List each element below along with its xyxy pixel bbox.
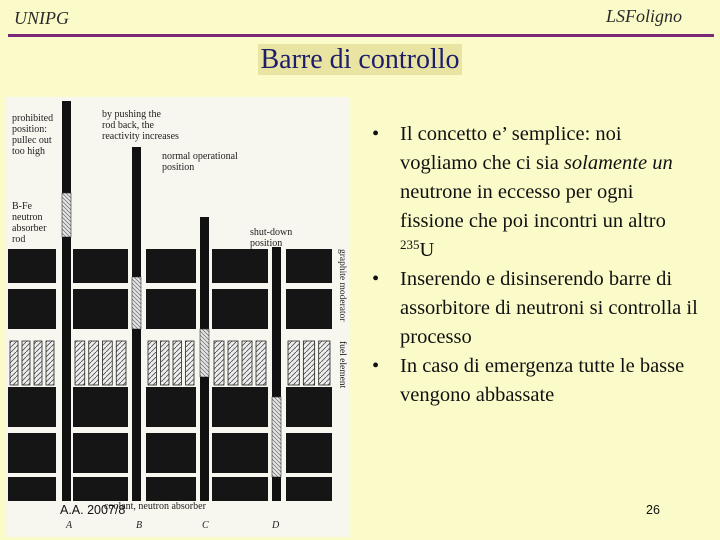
bullet-item: • Il concetto e’ semplice: noi vogliamo che ci sia solamente un neutrone in eccesso per ogni fissione che poi incontri un altro $^{235}$U [368,120,698,265]
svg-text:B-Feneutronabsorberrod: B-Fe neutron absorber rod [12,201,47,245]
svg-text:by pushing therod back, therea: by pushing the rod back, the reactivity increases [102,109,179,142]
svg-text:D: D [272,520,280,531]
footer-academic-year: A.A. 2007/8 [60,503,126,517]
svg-text:fuel element: fuel element [337,341,347,389]
svg-text:shut-downposition: shut-down position [250,227,293,249]
bullet-list [368,120,698,410]
svg-text:A: A [66,520,73,531]
svg-text:B: B [136,520,143,531]
header-divider [8,34,714,37]
svg-text:normal operationalposition: normal operational position [162,151,238,173]
control-rod-figure [6,97,350,537]
svg-text:graphite moderator: graphite moderator [337,249,347,322]
slide-title: Barre di controllo [260,44,460,75]
bullet-item: • In caso di emergenza tutte le basse vengono abbassate [368,352,698,410]
reactor-diagram [6,97,350,537]
page-number: 26 [646,503,660,517]
header-left-label: UNIPG [14,8,69,28]
header-right-label: LSFoligno [605,6,682,26]
svg-text:C: C [202,520,209,531]
svg-text:prohibitedposition:pullec outt: prohibited position: pullec out too high [12,113,54,157]
bullet-item: • Inserendo e disinserendo barre di assorbitore di neutroni si controlla il processo [368,265,698,352]
svg-text:coolant, neutron absorber: coolant, neutron absorber [104,501,206,512]
